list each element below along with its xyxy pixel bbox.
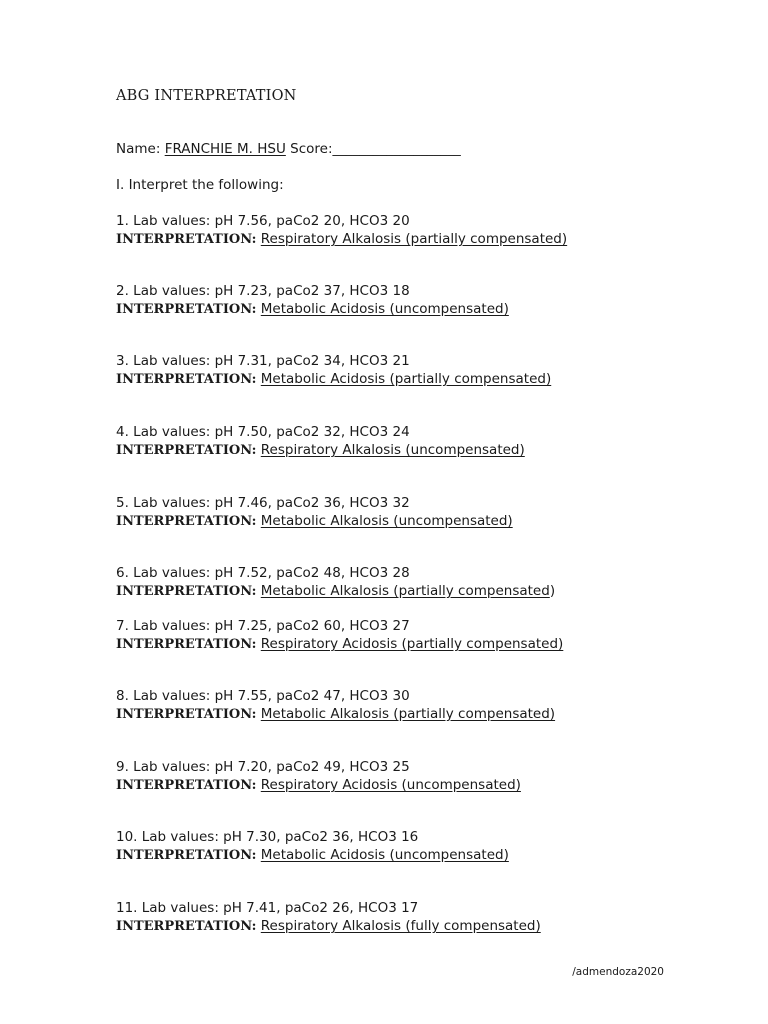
lab-values: 2. Lab values: pH 7.23, paCo2 37, HCO3 18: [116, 283, 410, 299]
interpretation-answer: Metabolic Acidosis (partially compensated): [260, 371, 552, 387]
footer-signature: /admendoza2020: [572, 966, 664, 978]
question-item: [116, 687, 555, 723]
lab-values: 5. Lab values: pH 7.46, paCo2 36, HCO3 32: [116, 495, 410, 511]
question-item: [116, 212, 567, 248]
question-item: [116, 352, 551, 388]
lab-values: 6. Lab values: pH 7.52, paCo2 48, HCO3 28: [116, 565, 410, 581]
interpretation-line: [116, 441, 525, 459]
lab-values: 10. Lab values: pH 7.30, paCo2 36, HCO3 16: [116, 829, 419, 845]
name-score-line: [116, 141, 461, 157]
score-label: Score:: [290, 141, 333, 157]
interpretation-label: INTERPRETATION:: [116, 514, 257, 529]
question-item: [116, 494, 513, 530]
interpretation-line: [116, 300, 509, 318]
interpretation-label: INTERPRETATION:: [116, 919, 257, 934]
interpretation-label: INTERPRETATION:: [116, 443, 257, 458]
interpretation-line: [116, 230, 567, 248]
interpretation-label: INTERPRETATION:: [116, 302, 257, 317]
interpretation-label: INTERPRETATION:: [116, 637, 257, 652]
interpretation-answer: Respiratory Acidosis (uncompensated): [260, 777, 521, 793]
interpretation-line: [116, 582, 555, 600]
interpretation-line: [116, 917, 541, 935]
student-name: FRANCHIE M. HSU: [164, 141, 286, 157]
question-item: [116, 828, 509, 864]
question-item: [116, 617, 563, 653]
interpretation-label: INTERPRETATION:: [116, 707, 257, 722]
interpretation-line: [116, 846, 509, 864]
question-item: [116, 564, 555, 600]
interpretation-line: [116, 776, 521, 794]
interpretation-answer: Metabolic Acidosis (uncompensated): [260, 847, 509, 863]
question-item: [116, 899, 541, 935]
answer-trailing-text: ): [549, 583, 556, 599]
interpretation-answer: Respiratory Acidosis (partially compensated): [260, 636, 564, 652]
interpretation-line: [116, 705, 555, 723]
interpretation-answer: Respiratory Alkalosis (partially compensated): [260, 231, 568, 247]
interpretation-line: [116, 635, 563, 653]
lab-values: 3. Lab values: pH 7.31, paCo2 34, HCO3 21: [116, 353, 410, 369]
instruction-text: I. Interpret the following:: [116, 177, 284, 193]
interpretation-label: INTERPRETATION:: [116, 778, 257, 793]
interpretation-line: [116, 512, 513, 530]
interpretation-answer: Metabolic Acidosis (uncompensated): [260, 301, 509, 317]
interpretation-answer: Respiratory Alkalosis (fully compensated): [260, 918, 541, 934]
lab-values: 1. Lab values: pH 7.56, paCo2 20, HCO3 20: [116, 213, 410, 229]
interpretation-answer: Metabolic Alkalosis (partially compensated): [260, 706, 556, 722]
lab-values: 11. Lab values: pH 7.41, paCo2 26, HCO3 17: [116, 900, 419, 916]
document-title: ABG INTERPRETATION: [116, 88, 297, 104]
interpretation-label: INTERPRETATION:: [116, 232, 257, 247]
interpretation-label: INTERPRETATION:: [116, 584, 257, 599]
question-item: [116, 423, 525, 459]
question-item: [116, 758, 521, 794]
score-blank: ___________________: [332, 141, 461, 157]
interpretation-label: INTERPRETATION:: [116, 372, 257, 387]
interpretation-line: [116, 370, 551, 388]
lab-values: 9. Lab values: pH 7.20, paCo2 49, HCO3 25: [116, 759, 410, 775]
interpretation-label: INTERPRETATION:: [116, 848, 257, 863]
question-item: [116, 282, 509, 318]
interpretation-answer: Metabolic Alkalosis (partially compensated: [260, 583, 550, 599]
interpretation-answer: Respiratory Alkalosis (uncompensated): [260, 442, 525, 458]
lab-values: 4. Lab values: pH 7.50, paCo2 32, HCO3 24: [116, 424, 410, 440]
name-label: Name:: [116, 141, 161, 157]
lab-values: 7. Lab values: pH 7.25, paCo2 60, HCO3 27: [116, 618, 410, 634]
lab-values: 8. Lab values: pH 7.55, paCo2 47, HCO3 30: [116, 688, 410, 704]
interpretation-answer: Metabolic Alkalosis (uncompensated): [260, 513, 513, 529]
